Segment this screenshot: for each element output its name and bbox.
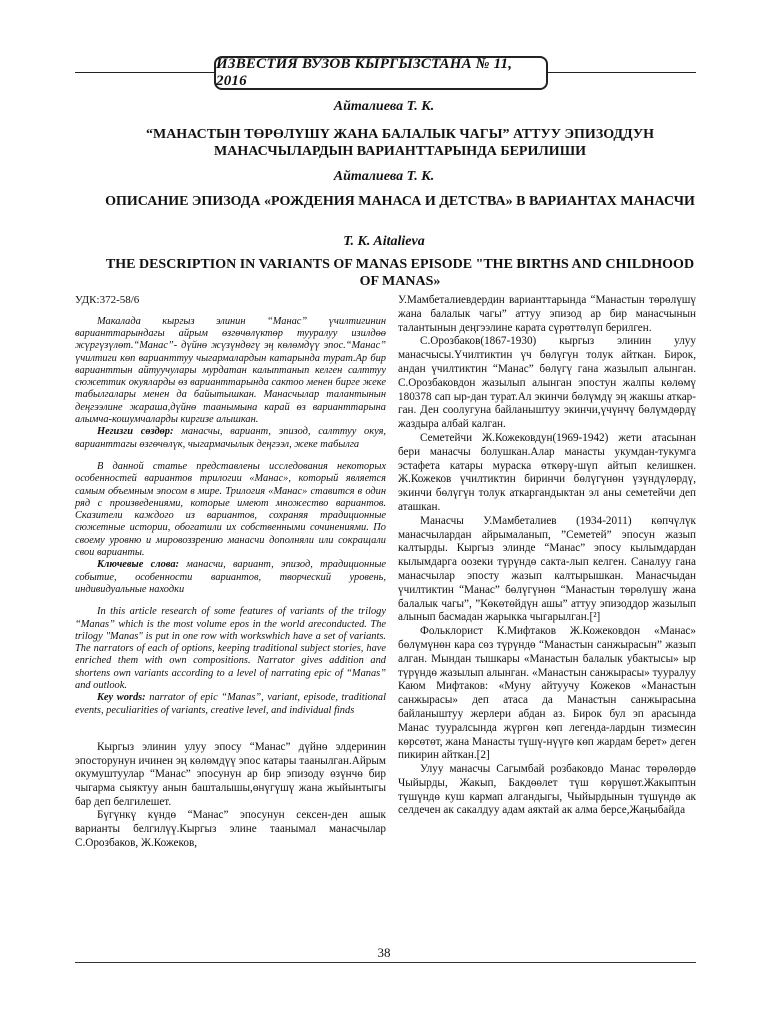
abstract-russian <box>75 461 386 596</box>
left-column <box>75 294 386 851</box>
paragraph: Манасчы У.Мамбеталиев (1934-2011) көпчүлүк манасчылардан айрымаланып, ”Семетей” эпосун жазып калтырды. Кыргыз элинде “Манас” эпосу кылымдардан кылымдарга оозеки түрүндө сакта-лып келген. Саналуу гана манасчылар эпосту жазып калтырышкан. Манасчыдан үчилтиктин “Манас” бөлүгүнөн “Манастын төрөлүшү жана балалык чагы”, ”Көкөтөйдүн ашы” аттуу эпизоддор жазылып алынып басмадан жарыкка чыгарылган.[²] <box>398 514 696 624</box>
footer-rule <box>75 962 696 963</box>
body-left <box>75 741 386 851</box>
keywords-english-text: narrator of epic “Manas”, variant, episode, traditional events, peculiarities of variants, creative level, and individual finds <box>75 692 386 716</box>
journal-header <box>214 56 548 90</box>
udk-code: УДК:372-58/6 <box>75 294 140 306</box>
paragraph: Фольклорист К.Мифтаков Ж.Кожековдон «Манас» бөлүмүнөн кара сөз түрүндө “Манастын санжырасын” жазып алган. Мындан тышкары «Манастын балалык убактысы» ыр түрүндө жазылып алынган. «Манастын санжырасы» тууралуу Каюм Мифтаков: «Муну айтуучу Кожеков «Манастын санжырасы» деп атаса да Манастын санжырасына байланыштуу жерлери абдан аз. Бирок бул эп арасында Манас тууралсында жүргөн көп легенда-лардын тизмесин көрсөтөт, жана Манасты түшү-нүүгө көп жардам берет» деген пикирин айткан.[2] <box>398 625 696 762</box>
title-russian: ОПИСАНИЕ ЭПИЗОДА «РОЖДЕНИЯ МАНАСА И ДЕТСТВА» В ВАРИАНТАХ МАНАСЧИ <box>105 194 695 209</box>
abstract-russian-text: В данной статье представлены исследования некоторых особенностей вариантов трилогии «Манас», который является самым объемным эпосом в мире. Трилогия «Манас» ставится в один ряд с произведениями, которые имеют множество вариантов. Сказители каждого из вариантов, сохраняя традиционные сюжетные истории, обогатили их собственными сочинениями. По своему уровню и мировоззрению манасчи дополняли или сокращали свои варианты. <box>75 460 386 559</box>
right-column <box>398 294 696 818</box>
keywords-english-label: Key words: <box>97 692 146 704</box>
author-russian: Айталиева Т. К. <box>333 169 435 184</box>
paragraph: У.Мамбеталиевдердин варианттарында “Манастын төрөлүшү жана балалык чагы” аттуу эпизод ар бир манасчынын талантынын деңгээлине карата сүрөттөлүп берилген. <box>398 294 696 334</box>
abstract-kyrgyz <box>75 316 386 451</box>
keywords-russian-text: манасчи, вариант, эпизод, традиционные событие, особенности вариантов, творческий уровень, индивидуальные находки <box>75 559 386 595</box>
title-kyrgyz: “МАНАСТЫН ТӨРӨЛҮШҮ ЖАНА БАЛАЛЫК ЧАГЫ” АТТУУ ЭПИЗОДДУН МАНАСЧЫЛАРДЫН ВАРИАНТТАРЫНДА БЕРИЛИШИ <box>145 127 654 159</box>
paragraph: Кыргыз элинин улуу эпосу “Манас” дүйнө элдеринин эпосторунун ичинен эң көлөмдүү эпос катары таанылган.Айрым окумуштуулар “Манас” эпосунун ар бир эпизоду өзүнчө бир чыгарма сыяктуу анын башталышы,өнүгүшү жана жыйынтыгы бар деп белгилешет. <box>75 740 386 808</box>
journal-title: ИЗВЕСТИЯ ВУЗОВ КЫРГЫЗСТАНА № 11, 2016 <box>216 56 513 89</box>
paragraph: Улуу манасчы Сагымбай розбаковдо Манас төрөлөрдө Чыйырды, Жакып, Бакдөөлет түш көрүшөт.Жакыптын түшүндө куш кармап алгандыгы, Чыйырдынын түшүндө ак селдечен ак сакалдуу адам аяктай ак алма берсе,Жаңыбайда <box>398 763 696 817</box>
abstract-kyrgyz-text: Макалада кыргыз элинин “Манас” үчилтигинин варианттарындагы айрым өзгөчөлүктөр тууралуу изилдөө жүргүзүлөт.“Манас”- дүйнө жүзүндөгү эң көлөмдүү эпос.“Манас” үчилтиги көп варианттуу чыгармалардын катарында турат.Ар бир варианттын айтуучулары мурдатан калыптанып келген салттуу сюжеттик окуяларды өз варианттарында сактоо менен бирге жеке табылгалары менен да байытышкан. Манасчылар талантынын деңгээлине жараша,дүйнө таанымына карай өз варианттарына алымча-кошумчаларды киргизе алышкан. <box>75 315 386 426</box>
paragraph: Семетейчи Ж.Кожековдун(1969-1942) жети атасынан бери манасчы болушкан.Алар манасты укумдан-тукумга эстафета катары мураска өткөрү-шүп айтып келишкен. Ж.Кожеков үчилтиктин биринчи бөлүгүнөн үзүндүлөрдү, экинчи бөлүгүн толук аткаргандыктан эл аны семетейчи деп аташкан. <box>398 431 696 513</box>
paragraph: Бүгүнкү күндө “Манас” эпосунун сексен-ден ашык варианты белгилүү.Кыргыз элине таанымал манасчылар С.Орозбаков, Ж.Кожеков, <box>75 809 386 849</box>
page-number: 38 <box>377 945 391 960</box>
author-kyrgyz: Айталиева Т. К. <box>333 99 435 114</box>
paragraph: С.Орозбаков(1867-1930) кыргыз элинин улуу манасчысы.Үчилтиктин үч бөлүгүн толук айткан. Бирок, андан үчилтиктин “Манас” бөлүгү гана жазылып алынган. С.Орозбаковдон жазылып алынган эпостун жалпы көлөмү 180378 сап ыр-дан турат.Ал экинчи бөлүмдү эң жакшы аткар-ган. Ден соолугуна байланыштуу экинчи,үчүнчү бөлүмдөрдү жаздыра албай калган. <box>398 335 696 431</box>
keywords-english <box>75 692 386 717</box>
abstract-english-text: In this article research of some features of variants of the trilogy “Manas” which is the most volume epos in the world areconducted. The trilogy "Manas" is put in one row with workswhich have a set of variants. The narrators of each of options, keeping traditional subject stories, have enriched them with own compositions. Narrator gives addition and shortens own variants according to a level of narrating epic of “Manas” and outlook. <box>75 606 386 692</box>
abstract-english <box>75 606 386 717</box>
keywords-kyrgyz-label: Негизги сөздөр: <box>97 426 174 438</box>
header-rule-right <box>548 72 696 73</box>
keywords-kyrgyz-text: манасчы, вариант, эпизод, салттуу окуя, варианттагы өзгөчөлүк, чыгармачылык деңгээл, жеке табылга <box>75 426 386 450</box>
keywords-russian-label: Ключевые слова: <box>97 559 180 571</box>
keywords-kyrgyz <box>75 426 386 451</box>
author-english: T. K. Aitalieva <box>343 234 425 249</box>
header-rule-left <box>75 72 214 73</box>
title-english: THE DESCRIPTION IN VARIANTS OF MANAS EPISODE "THE BIRTHS AND CHILDHOOD OF MANAS» <box>105 257 695 289</box>
keywords-russian <box>75 559 386 596</box>
